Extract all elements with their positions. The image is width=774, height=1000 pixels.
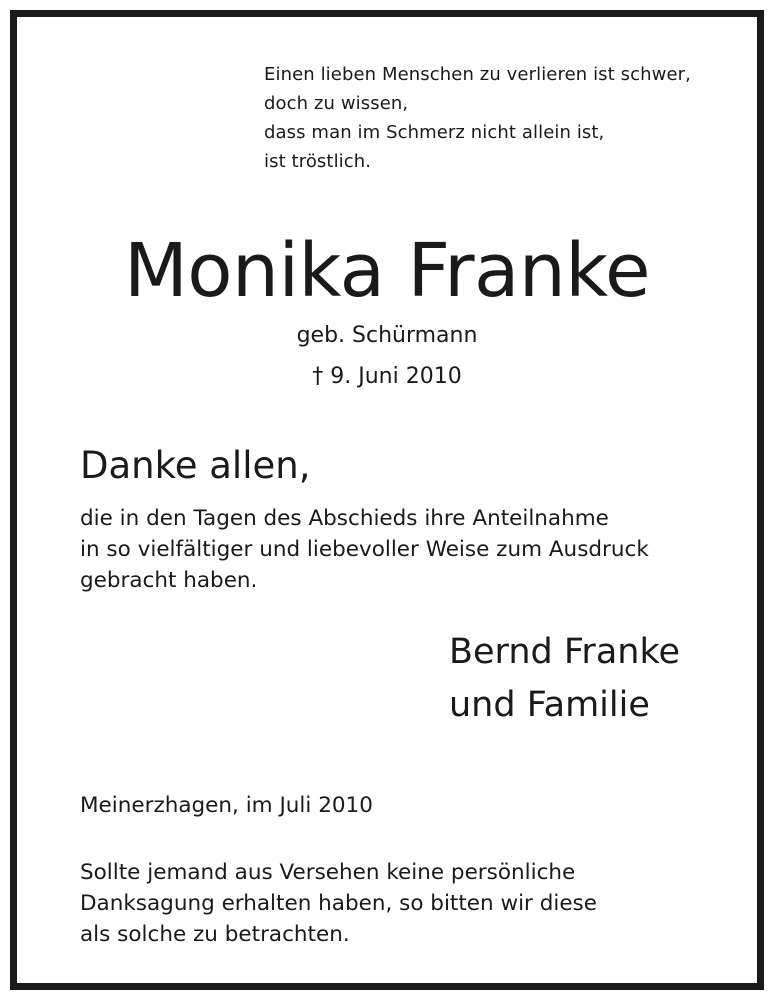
thanks-line: gebracht haben. (80, 568, 258, 593)
poem-line: Einen lieben Menschen zu verlieren ist schwer, (264, 64, 691, 85)
poem-quote (264, 60, 691, 176)
deceased-name: Monika Franke (123, 228, 651, 314)
thanks-heading: Danke allen, (80, 444, 311, 487)
signature-line: und Familie (449, 685, 650, 725)
signature (449, 626, 680, 732)
poem-line: dass man im Schmerz nicht allein ist, (264, 122, 605, 143)
thanks-text (80, 503, 649, 596)
note-line: Danksagung erhalten haben, so bitten wir diese (80, 891, 597, 916)
poem-line: doch zu wissen, (264, 93, 409, 114)
poem-line: ist tröstlich. (264, 151, 372, 172)
note-line: Sollte jemand aus Versehen keine persönliche (80, 860, 576, 885)
birth-name: geb. Schürmann (296, 323, 478, 348)
place-date: Meinerzhagen, im Juli 2010 (80, 793, 373, 818)
thanks-line: in so vielfältiger und liebevoller Weise zum Ausdruck (80, 537, 649, 562)
death-date: † 9. Juni 2010 (312, 364, 462, 389)
signature-line: Bernd Franke (449, 632, 681, 672)
note-line: als solche zu betrachten. (80, 922, 350, 947)
closing-note (80, 857, 597, 950)
thanks-line: die in den Tagen des Abschieds ihre Anteilnahme (80, 506, 609, 531)
